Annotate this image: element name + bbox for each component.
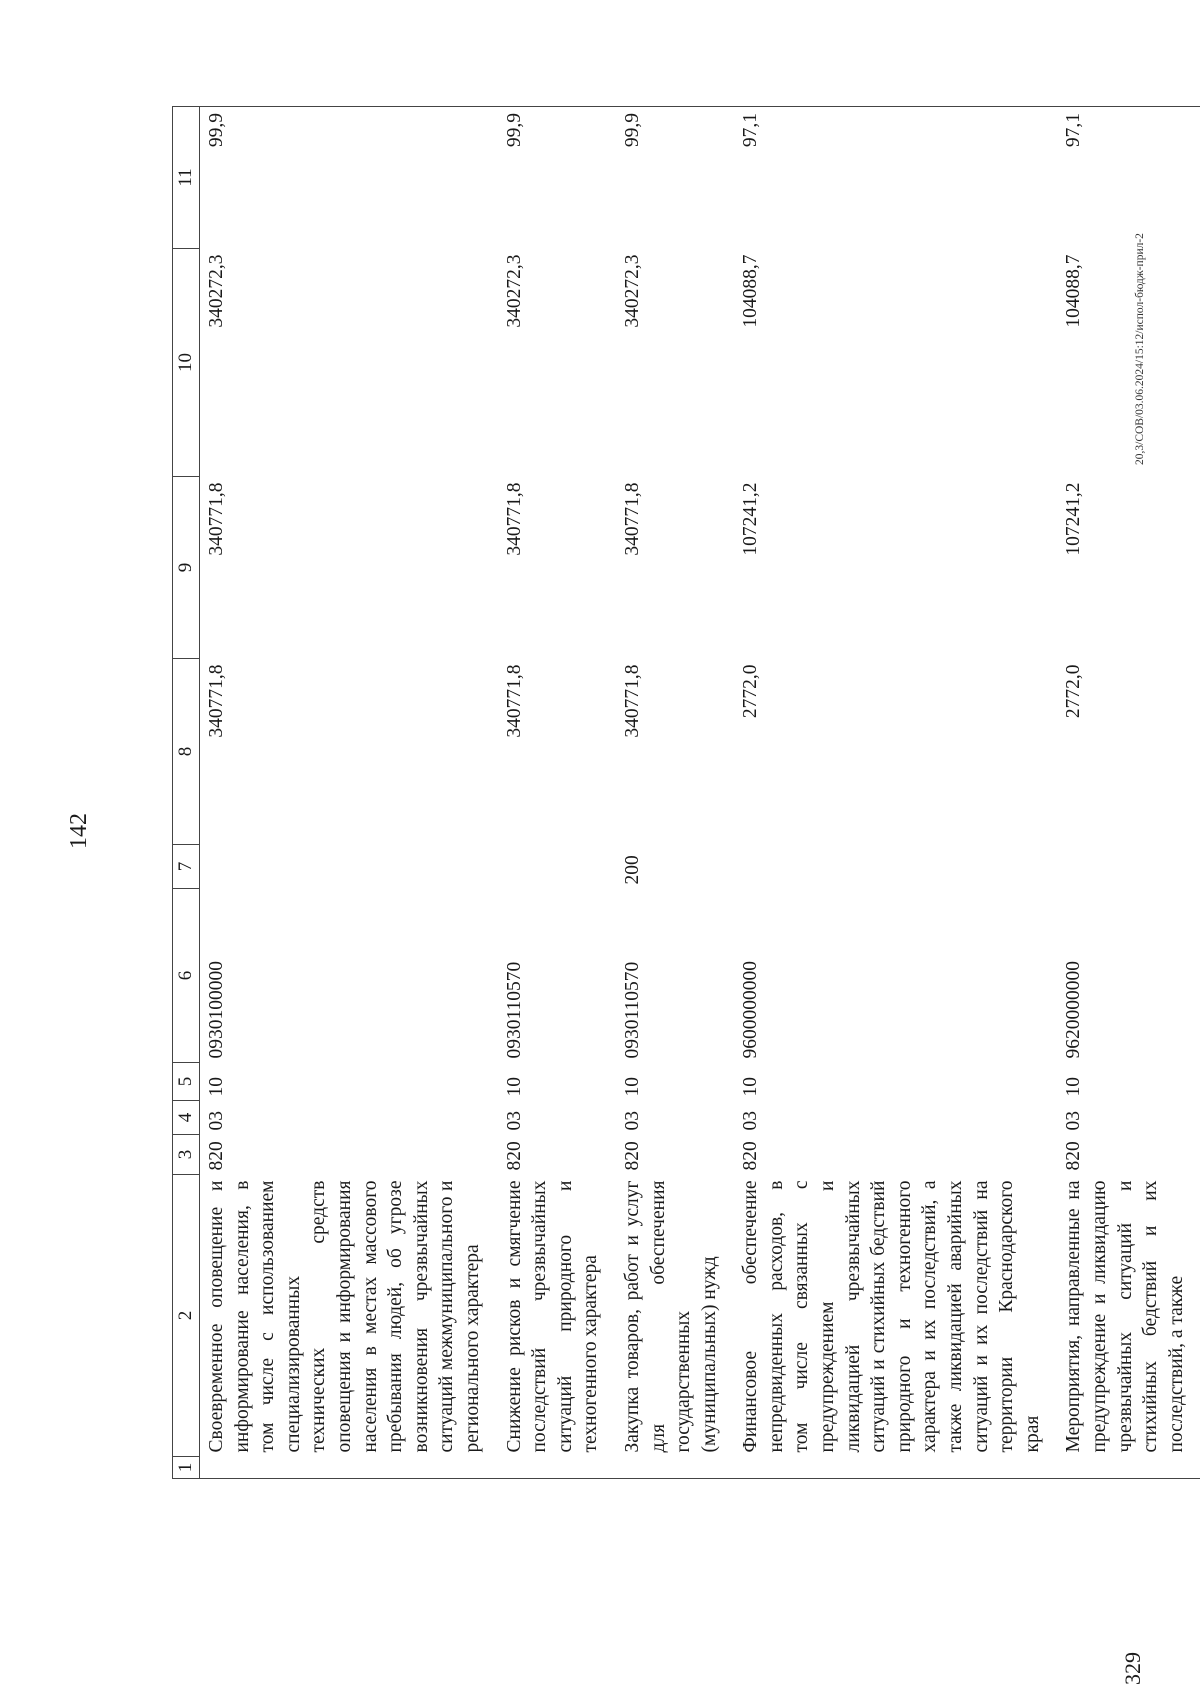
cell-col-8: 340771,8 [206,664,227,738]
cell-col-3: 820 [206,1141,227,1171]
row-name: Своевременное оповещение и информирование населения, в том числе с использованием специализированных технических средств оповещения и информирования населения в местах массового пребывания людей, об угрозе возникновения чрезвычайных ситуаций межмуниципального и регионального характера [206,1180,483,1453]
cell-col-10: 104088,7 [740,254,762,328]
row-name: Мероприятия, направленные на предупреждение и ликвидацию чрезвычайных ситуаций и стихийных бедствий и их последствий, а также [1063,1180,1187,1453]
table-row [736,107,1059,1479]
header-col-6: 6 [173,889,200,1063]
cell-col-4: 03 [206,1111,227,1131]
cell-col-7 [1059,845,1200,889]
cell-col-6: 9620000000 [1063,961,1085,1059]
header-col-4: 4 [173,1101,200,1135]
cell-col-5: 10 [503,1077,525,1097]
cell-col-8: 2772,0 [1063,664,1085,719]
cell-col-3: 820 [503,1141,525,1171]
row-index-cell [618,1457,736,1479]
cell-col-10: 340272,3 [503,254,525,328]
row-index-cell [500,1457,618,1479]
header-col-9: 9 [173,477,200,659]
page-number-bottom: 329 [1120,1652,1145,1685]
cell-col-11: 97,1 [1059,107,1200,249]
cell-col-9: 340771,8 [621,482,643,556]
cell-col-5: 10 [740,1077,762,1097]
cell-col-4: 03 [503,1111,525,1131]
cell-col-9: 340771,8 [206,482,227,556]
cell-col-11: 99,9 [500,107,618,249]
cell-col-9: 340771,8 [503,482,525,556]
cell-col-10: 340272,3 [621,254,643,328]
budget-table [172,106,1200,1479]
cell-col-11: 99,9 [618,107,736,249]
header-col-3: 3 [173,1135,200,1175]
header-col-10: 10 [173,249,200,477]
table-row [200,107,500,1479]
row-name: Закупка товаров, работ и услуг для обеспечения государственных (муниципальных) нужд [621,1180,720,1453]
cell-col-8: 2772,0 [740,664,762,719]
cell-col-5: 10 [206,1077,227,1097]
table-row [1059,107,1200,1479]
cell-col-7 [500,845,618,889]
row-index-cell [736,1457,1059,1479]
header-col-5: 5 [173,1063,200,1101]
row-name: Финансовое обеспечение непредвиденных расходов, в том числе связанных с предупреждением и ликвидацией чрезвычайных ситуаций и стихийных бедствий природного и техногенного характера и их последствий, а также ликвидацией аварийных ситуаций и их последствий на территории Краснодарского края [740,1180,1043,1453]
header-col-1: 1 [173,1457,200,1479]
cell-col-4: 03 [740,1111,762,1131]
cell-col-4: 03 [1063,1111,1085,1131]
cell-col-3: 820 [1063,1141,1085,1171]
cell-col-5: 10 [621,1077,643,1097]
header-row [173,107,200,1479]
cell-col-7 [736,845,1059,889]
table-row [500,107,618,1479]
cell-col-11: 99,9 [200,107,500,249]
row-name: Снижение рисков и смягчение последствий чрезвычайных ситуаций природного и техногенного характера [503,1180,602,1453]
cell-col-3: 820 [621,1141,643,1171]
cell-col-10: 340272,3 [206,254,227,328]
cell-col-6: 0930110570 [503,961,525,1059]
document-footer-code: 20,3/СОВ/03.06.2024/15:12/испол-бюдж-прил-2 [1134,233,1146,465]
row-index-cell [200,1457,500,1479]
cell-col-5: 10 [1063,1077,1085,1097]
cell-col-8: 340771,8 [503,664,525,738]
row-index-cell [1059,1457,1200,1479]
header-col-8: 8 [173,659,200,845]
cell-col-6: 9600000000 [740,961,762,1059]
cell-col-3: 820 [740,1141,762,1171]
page-number-top: 142 [66,813,92,849]
table-row [618,107,736,1479]
cell-col-9: 107241,2 [1063,482,1085,556]
header-col-2: 2 [173,1175,200,1457]
cell-col-4: 03 [621,1111,643,1131]
cell-col-7 [200,845,500,889]
cell-col-7: 200 [621,855,643,885]
cell-col-9: 107241,2 [740,482,762,556]
cell-col-6: 0930100000 [206,961,227,1059]
cell-col-11: 97,1 [736,107,1059,249]
cell-col-8: 340771,8 [621,664,643,738]
cell-col-10: 104088,7 [1063,254,1085,328]
header-col-7: 7 [173,845,200,889]
cell-col-6: 0930110570 [621,961,643,1059]
header-col-11: 11 [173,107,200,249]
